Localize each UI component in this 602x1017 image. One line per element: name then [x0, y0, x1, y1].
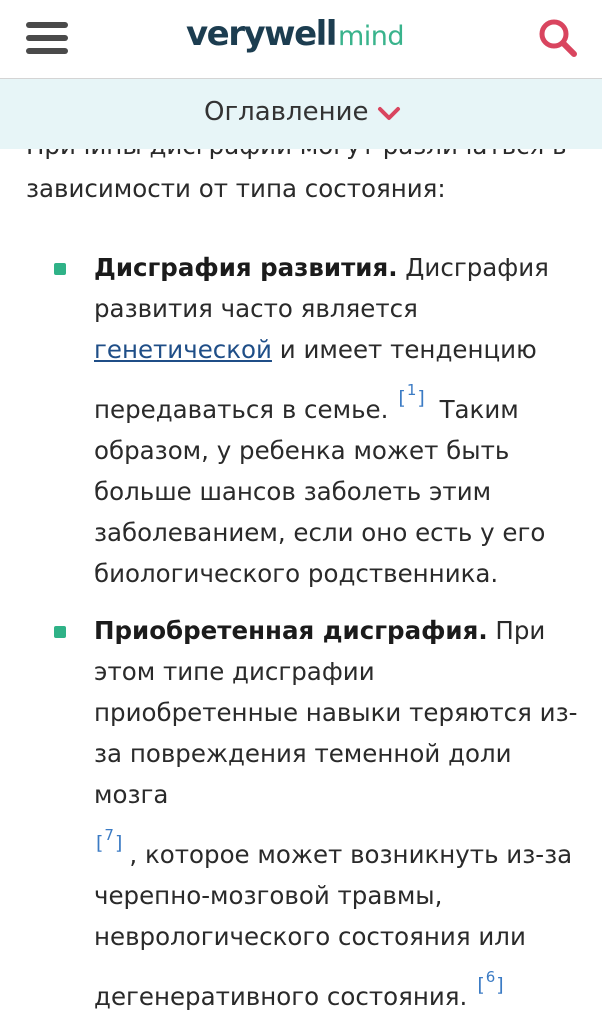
search-icon[interactable] — [538, 18, 578, 58]
logo-sub: mind — [337, 21, 404, 52]
site-logo[interactable] — [186, 14, 404, 64]
citation-link[interactable]: [$^1$] — [398, 381, 426, 409]
list-item — [94, 247, 580, 594]
citation-number: 7 — [104, 826, 115, 844]
item-title: Дисграфия развития. — [94, 253, 398, 282]
item-text: и имеет тенденцию передаваться в семье. — [94, 335, 537, 424]
toc-label: Оглавление — [204, 97, 369, 127]
intro-rest-line: зависимости от типа состояния: — [26, 174, 446, 203]
hamburger-menu-icon[interactable] — [26, 22, 70, 56]
citation-link[interactable]: [$^6$] — [477, 968, 505, 996]
item-text: Дисграфия развития часто является — [94, 253, 549, 323]
citation-number: 6 — [485, 968, 497, 986]
list-bullet — [54, 263, 66, 275]
item-text: Таким образом, у ребенка может быть больше шансов заболеть этим заболеванием, если оно есть у его биологического родственника. — [94, 395, 546, 588]
site-header — [0, 0, 602, 79]
list-item — [94, 610, 580, 1017]
item-title: Приобретенная дисграфия. — [94, 616, 488, 645]
citation-link[interactable]: [$^7$] — [96, 826, 124, 854]
logo-brand: verywell — [186, 14, 336, 54]
list-bullet — [54, 626, 66, 638]
genetic-link[interactable]: генетической — [94, 335, 272, 364]
citation-number: 1 — [406, 381, 418, 399]
item-text: При этом типе дисграфии приобретенные навыки теряются из-за повреждения теменной доли мозга — [94, 616, 578, 809]
item-text: , которое может возникнуть из-за черепно-мозговой травмы, неврологического состояния или дегенеративного состояния. — [94, 840, 573, 1011]
chevron-down-icon — [377, 106, 401, 122]
table-of-contents-toggle[interactable] — [0, 79, 602, 149]
